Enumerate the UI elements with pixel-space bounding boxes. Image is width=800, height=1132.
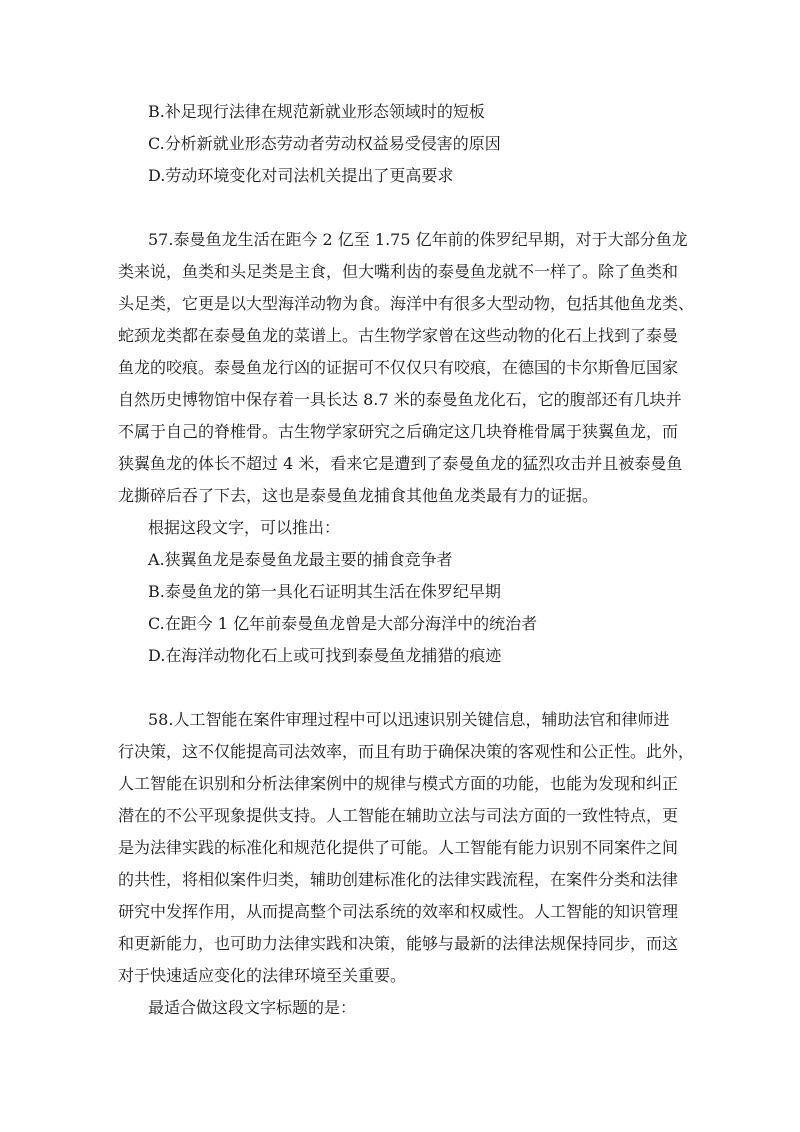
question-58-line: 行决策，这不仅能提高司法效率，而且有助于确保决策的客观性和公正性。此外， — [118, 742, 695, 761]
question-57-line: 狭翼鱼龙的体长不超过 4 米，看来它是遭到了泰曼鱼龙的猛烈攻击并且被泰曼鱼 — [118, 454, 683, 473]
option-c: C.分析新就业形态劳动者劳动权益易受侵害的原因 — [148, 134, 501, 153]
question-58-line: 对于快速适应变化的法律环境至关重要。 — [118, 966, 407, 985]
option-d: D.劳动环境变化对司法机关提出了更高要求 — [148, 166, 454, 185]
question-57-line: 蛇颈龙类都在泰曼鱼龙的菜谱上。古生物学家曾在这些动物的化石上找到了泰曼 — [118, 326, 679, 345]
question-57-line: 鱼龙的咬痕。泰曼鱼龙行凶的证据可不仅仅只有咬痕，在德国的卡尔斯鲁厄国家 — [118, 358, 679, 377]
question-57-line: 头足类，它更是以大型海洋动物为食。海洋中有很多大型动物，包括其他鱼龙类、 — [118, 294, 695, 313]
question-57-line: 类来说，鱼类和头足类是主食，但大嘴利齿的泰曼鱼龙就不一样了。除了鱼类和 — [118, 262, 679, 281]
question-57-line: 龙撕碎后吞了下去，这也是泰曼鱼龙捕食其他鱼龙类最有力的证据。 — [118, 486, 599, 505]
question-57-line: 自然历史博物馆中保存着一具长达 8.7 米的泰曼鱼龙化石，它的腹部还有几块并 — [118, 390, 682, 409]
question-57-line: 不属于自己的脊椎骨。古生物学家研究之后确定这几块脊椎骨属于狭翼鱼龙，而 — [118, 422, 679, 441]
question-58-line: 和更新能力，也可助力法律实践和决策，能够与最新的法律法规保持同步，而这 — [118, 934, 679, 953]
question-57-option-b: B.泰曼鱼龙的第一具化石证明其生活在侏罗纪早期 — [148, 582, 501, 601]
question-57-option-a: A.狭翼鱼龙是泰曼鱼龙最主要的捕食竞争者 — [148, 550, 453, 569]
question-58-line: 研究中发挥作用，从而提高整个司法系统的效率和权威性。人工智能的知识管理 — [118, 902, 679, 921]
question-58-line: 人工智能在识别和分析法律案例中的规律与模式方面的功能，也能为发现和纠正 — [118, 774, 679, 793]
option-b: B.补足现行法律在规范新就业形态领域时的短板 — [148, 102, 485, 121]
question-58-line: 潜在的不公平现象提供支持。人工智能在辅助立法与司法方面的一致性特点，更 — [118, 806, 679, 825]
question-58-line: 58.人工智能在案件审理过程中可以迅速识别关键信息，辅助法官和律师进 — [148, 710, 670, 729]
question-57-prompt: 根据这段文字，可以推出： — [148, 518, 341, 537]
question-57-line: 57.泰曼鱼龙生活在距今 2 亿至 1.75 亿年前的侏罗纪早期，对于大部分鱼龙 — [148, 230, 688, 249]
question-57-option-d: D.在海洋动物化石上或可找到泰曼鱼龙捕猎的痕迹 — [148, 646, 502, 665]
question-58-line: 是为法律实践的标准化和规范化提供了可能。人工智能有能力识别不同案件之间 — [118, 838, 679, 857]
question-57-option-c: C.在距今 1 亿年前泰曼鱼龙曾是大部分海洋中的统治者 — [148, 614, 538, 633]
question-58-prompt: 最适合做这段文字标题的是： — [148, 998, 357, 1017]
question-58-line: 的共性，将相似案件归类，辅助创建标准化的法律实践流程，在案件分类和法律 — [118, 870, 679, 889]
